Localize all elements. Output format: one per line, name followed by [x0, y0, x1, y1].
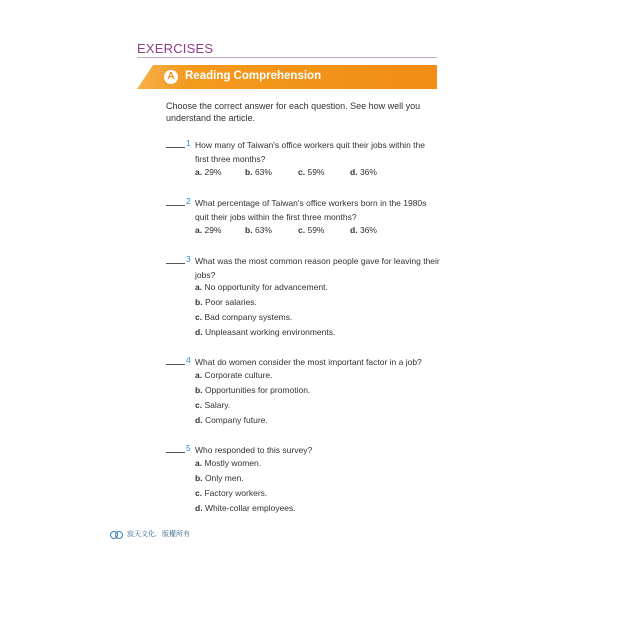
option-c[interactable]: c. 59% [298, 167, 325, 177]
option-b[interactable]: b. Opportunities for promotion. [195, 385, 311, 395]
section-banner [137, 65, 437, 89]
section-title: EXERCISES [137, 41, 214, 56]
option-b[interactable]: b. 63% [245, 167, 272, 177]
option-a[interactable]: a. 29% [195, 225, 222, 235]
answer-blank[interactable] [166, 263, 185, 264]
question-text: How many of Taiwan's office workers quit their jobs within the first three months? [195, 140, 425, 164]
question-text: What was the most common reason people gave for leaving their jobs? [195, 256, 440, 280]
question-number: 3 [186, 254, 191, 264]
answer-blank[interactable] [166, 147, 185, 148]
question-number: 4 [186, 355, 191, 365]
option-c[interactable]: c. Factory workers. [195, 488, 268, 498]
banner-title: Reading Comprehension [185, 70, 322, 82]
option-c[interactable]: c. 59% [298, 225, 325, 235]
question-text: What percentage of Taiwan's office workers born in the 1980s quit their jobs within the first three months? [195, 198, 427, 222]
option-a[interactable]: a. 29% [195, 167, 222, 177]
publisher-logo [110, 528, 190, 540]
instructions: Choose the correct answer for each question. See how well you understand the article. [166, 101, 421, 123]
option-d[interactable]: d. 36% [350, 167, 377, 177]
option-b[interactable]: b. 63% [245, 225, 272, 235]
question-number: 1 [186, 138, 191, 148]
question-number: 2 [186, 196, 191, 206]
option-b[interactable]: b. Poor salaries. [195, 297, 257, 307]
option-a[interactable]: a. No opportunity for advancement. [195, 282, 328, 292]
publisher-mark-icon [110, 529, 124, 539]
option-a[interactable]: a. Corporate culture. [195, 370, 273, 380]
question-text: What do women consider the most important factor in a job? [195, 357, 422, 367]
answer-blank[interactable] [166, 452, 185, 453]
option-d[interactable]: d. White-collar employees. [195, 503, 296, 513]
option-c[interactable]: c. Salary. [195, 400, 231, 410]
option-a[interactable]: a. Mostly women. [195, 458, 262, 468]
option-d[interactable]: d. Company future. [195, 415, 268, 425]
option-d[interactable]: d. 36% [350, 225, 377, 235]
publisher-name: 寂天文化．版權所有 [127, 530, 190, 538]
answer-blank[interactable] [166, 364, 185, 365]
banner-badge: A [164, 70, 178, 84]
option-d[interactable]: d. Unpleasant working environments. [195, 327, 336, 337]
answer-blank[interactable] [166, 205, 185, 206]
option-b[interactable]: b. Only men. [195, 473, 244, 483]
section-divider [137, 57, 437, 58]
option-c[interactable]: c. Bad company systems. [195, 312, 293, 322]
question-text: Who responded to this survey? [195, 445, 313, 455]
question-number: 5 [186, 443, 191, 453]
